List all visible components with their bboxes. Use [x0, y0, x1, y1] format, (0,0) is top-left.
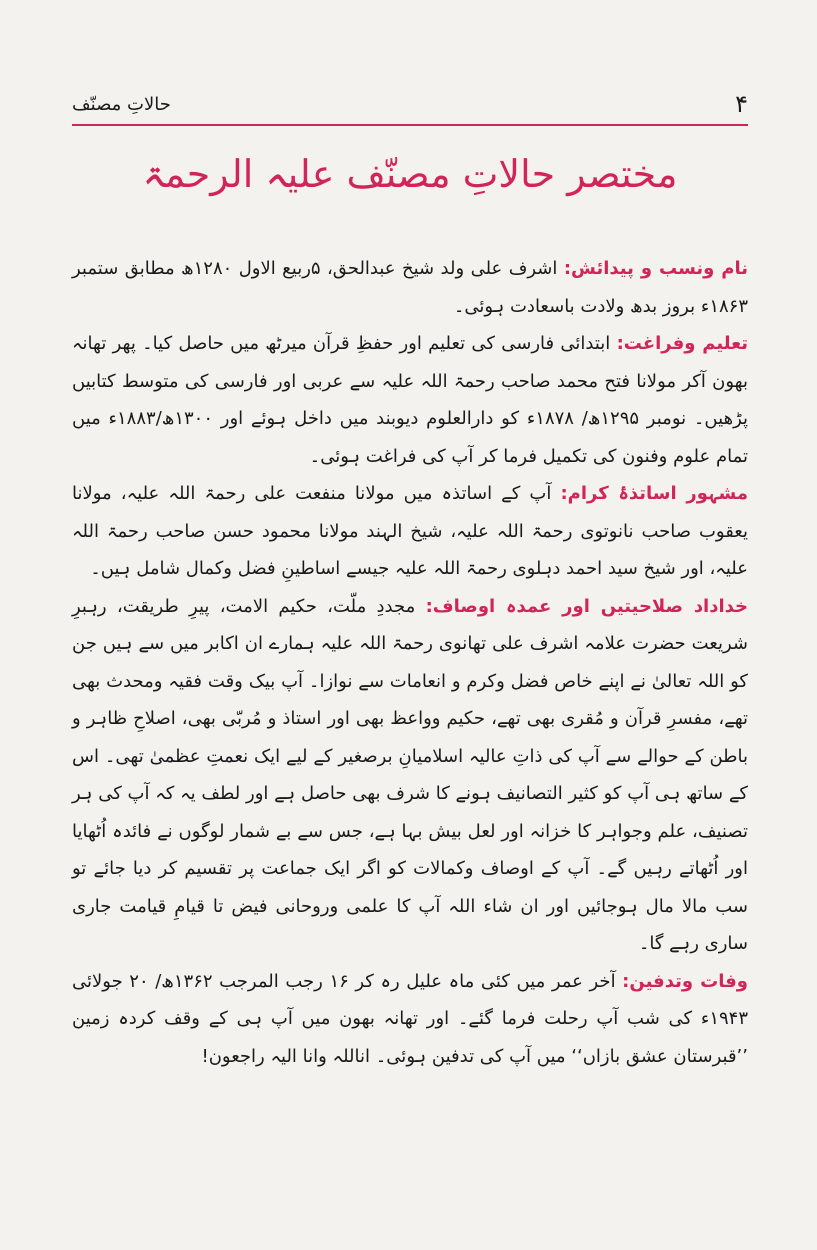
chapter-title: مختصر حالاتِ مصنّف علیہ الرحمۃ — [142, 152, 678, 196]
section-paragraph: آپ کے اساتذہ میں مولانا منفعت علی رحمۃ اللہ علیہ، مولانا یعقوب صاحب نانوتوی رحمۃ اللہ علیہ، شیخ الہند مولانا محمود حسن صاحب رحمۃ اللہ علیہ، اور شیخ سید احمد دہلوی رحمۃ اللہ علیہ جیسے اساطینِ فضل وکمال شامل ہیں۔ — [72, 483, 748, 579]
body-text — [72, 250, 748, 1075]
section-birth — [72, 250, 748, 325]
section-heading: تعلیم وفراغت: — [616, 333, 748, 354]
section-paragraph: مجددِ ملّت، حکیم الامت، پیرِ طریقت، رہبرِ شریعت حضرت علامہ اشرف علی تھانوی رحمۃ اللہ علیہ ہمارے ان اکابر میں سے ہیں جن کو اللہ تعالیٰ نے اپنے خاص فضل وکرم و انعامات سے نوازا۔ آپ بیک وقت فقیہ ومحدث بھی تھے، مفسرِ قرآن و مُقری بھی تھے، حکیم وواعظ بھی اور استاذ و مُربّی بھی، اصلاحِ ظاہر و باطن کے حوالے سے آپ کی ذاتِ عالیہ اسلامیانِ برصغیر کے لیے ایک نعمتِ عظمیٰ تھی۔ اس کے ساتھ ہی آپ کو کثیر التصانیف ہونے کا شرف بھی حاصل ہے اور لطف یہ کہ آپ کی ہر تصنیف، علم وجواہر کا خزانہ اور لعل بیش بہا ہے، جس سے بے شمار لوگوں نے فائدہ اُٹھایا اور اُٹھاتے رہیں گے۔ آپ کے اوصاف وکمالات کو اگر ایک جماعت پر تقسیم کر دیا جائے تو سب مالا مال ہوجائیں اور ان شاء اللہ آپ کا علمی وروحانی فیض تا قیامِ قیامت جاری ساری رہے گا۔ — [72, 595, 748, 954]
section-heading: مشہور اساتذۂ کرام: — [560, 483, 748, 504]
page-header — [72, 92, 748, 126]
section-paragraph: آخر عمر میں کئی ماہ علیل رہ کر ۱۶ رجب المرجب ۱۳۶۲ھ/ ۲۰ جولائی ۱۹۴۳ء کی شب آپ رحلت فرما گئے۔ اور تھانہ بھون میں آپ ہی کے وقف کردہ زمین ’’قبرستان عشق بازاں‘‘ میں آپ کی تدفین ہوئی۔ اناللہ وانا الیہ راجعون! — [72, 970, 748, 1067]
running-header-title: حالاتِ مصنّف — [72, 94, 171, 115]
section-education — [72, 325, 748, 475]
section-paragraph: اشرف علی ولد شیخ عبدالحق، ۵ربیع الاول ۱۲۸۰ھ مطابق ستمبر ۱۸۶۳ء بروز بدھ ولادت باسعادت ہوئی۔ — [72, 258, 748, 317]
header-divider — [72, 124, 748, 126]
section-heading: نام ونسب و پیدائش: — [563, 258, 749, 279]
section-heading: خداداد صلاحیتیں اور عمدہ اوصاف: — [425, 595, 749, 617]
section-teachers — [72, 475, 748, 588]
section-death — [72, 963, 748, 1076]
page-number: ۴ — [735, 90, 748, 118]
section-heading: وفات وتدفین: — [622, 970, 748, 992]
section-qualities — [72, 588, 748, 963]
section-paragraph: ابتدائی فارسی کی تعلیم اور حفظِ قرآن میرٹھ میں حاصل کیا۔ پھر تھانہ بھون آکر مولانا فتح محمد صاحب رحمۃ اللہ علیہ سے عربی اور فارسی کی متوسط کتابیں پڑھیں۔ نومبر ۱۲۹۵ھ/ ۱۸۷۸ء کو دارالعلوم دیوبند میں داخل ہوئے اور ۱۳۰۰ھ/۱۸۸۳ء میں تمام علوم وفنون کی تکمیل فرما کر آپ کی فراغت ہوئی۔ — [72, 333, 749, 467]
